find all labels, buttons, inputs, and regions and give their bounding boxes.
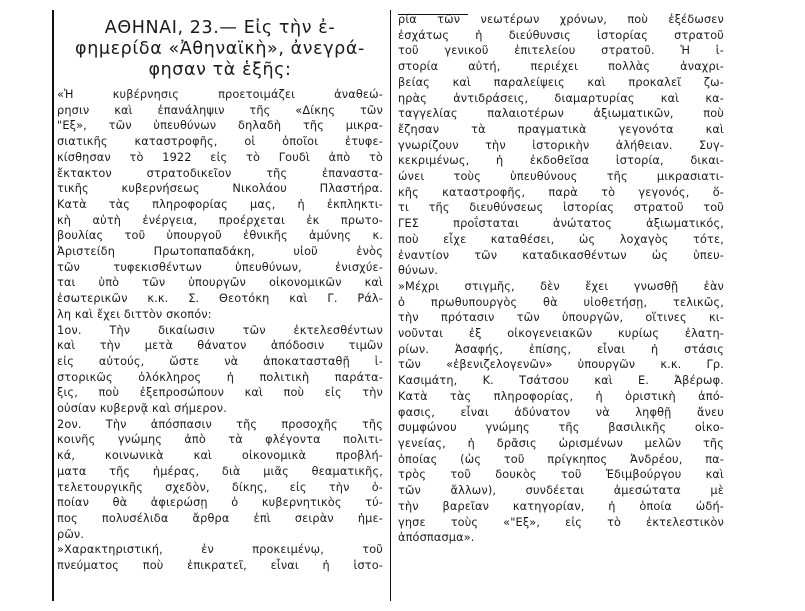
body-line: ΓΕΣ προΐσταται ἀνώτατος ἀξιωματικός,	[398, 217, 724, 231]
body-line: ρησιν καὶ ἐπανάληψιν τῆς «Δίκης τῶν	[57, 103, 383, 117]
body-line: »Χαρακτηριστική, ἐν προκειμένῳ, τοῦ	[57, 543, 383, 557]
left-column	[57, 12, 383, 574]
body-line: εἰς αὐτούς, ὥστε νὰ ἀποκατασταθῇ ἱ-	[57, 354, 383, 368]
body-line: βείας καὶ παραλείψεις καὶ προκαλεῖ ζω-	[398, 75, 724, 89]
body-line: ἔζησαν τὰ πραγματικὰ γεγονότα καὶ	[398, 122, 724, 136]
body-line: γνωρίζουν τὴν ἱστορικὴν ἀλήθειαν. Συγ-	[398, 138, 724, 152]
body-line: »Μέχρι στιγμῆς, δὲν ἔχει γνωσθῇ ἐὰν	[398, 279, 724, 293]
body-line: ἀπόσπασμα».	[398, 531, 475, 545]
body-line: τρὸς τοῦ δουκὸς τοῦ Ἐδιμβούργου καὶ	[398, 468, 724, 482]
body-line: «Ἡ κυβέρνησις προετοιμάζει ἀναθεώ-	[57, 88, 383, 101]
body-line: τῶν τυφεκισθέντων ὑπευθύνων, ἐνισχύε-	[57, 260, 383, 274]
body-line: τι τῆς διευθύνσεως ἱστορίας στρατοῦ τοῦ	[398, 201, 724, 215]
body-line: Κατὰ τὰς πληροφορίας, ἡ ὁριστικὴ ἀπό-	[398, 389, 724, 403]
body-line: κά, κοινωνικὰ καὶ οἰκονομικὰ προβλή-	[57, 449, 383, 463]
body-line: ώνει τοὺς ὑπευθύνους τῆς μικρασιατι-	[398, 170, 724, 184]
body-line: ρῶν.	[57, 527, 85, 541]
body-line: κεκριμένως, ἡ ἐκδοθεῖσα ἱστορία, δικαι-	[398, 154, 724, 168]
body-line: Κατὰ τὰς πληροφορίας μας, ἡ ἐκπληκτι-	[57, 197, 383, 211]
body-line: τῶν ἄλλων), συνδέεται ἀμεσώτατα μὲ	[398, 484, 724, 498]
body-line: οὐσίαν κυβερνᾷ καὶ σήμερον.	[57, 402, 227, 416]
body-line: ρίων. Ἀσαφής, ἐπίσης, εἶναι ἡ στάσις	[398, 342, 724, 356]
body-line: στορικῶς ὁλόκληρος ἡ πολιτικὴ παράτα-	[57, 370, 383, 384]
body-line: πος πολυσέλιδα ἄρθρα ἐπὶ σειρὰν ἡμε-	[57, 511, 383, 525]
body-line: ταγγελίας παλαιοτέρων ἀξιωματικῶν, ποὺ	[398, 107, 724, 121]
article-headline	[57, 18, 383, 81]
body-line: ποὺ εἶχε καταθέσει, ὡς λοχαγὸς τότε,	[398, 232, 724, 246]
body-line: ὁ πρωθυπουργὸς θὰ υἱοθετήσῃ, τελικῶς,	[398, 295, 724, 309]
body-line: ἔκτακτον στρατοδικεῖον τῆς ἐπαναστα-	[57, 166, 383, 180]
body-line: τὴν βαρεῖαν κατηγορίαν, ἡ ὁποία ὡδή-	[398, 499, 724, 513]
left-border-rule	[52, 10, 54, 601]
body-line: θύνων.	[398, 264, 439, 278]
headline-line: ΑΘΗΝΑΙ, 23.— Εἰς τὴν ἐ-	[104, 18, 336, 38]
body-line: Κασιμάτη, Κ. Τσάτσου καὶ Ε. Ἀβέρωφ.	[398, 374, 724, 388]
body-line: ὁποίας (ὡς τοῦ πρίγκηπος Ἀνδρέου, πα-	[398, 452, 724, 466]
body-line: ηρὰς ἀντιδράσεις, διαμαρτυρίας καὶ κα-	[398, 91, 724, 105]
body-line: 2ον. Τὴν ἀπόσπασιν τῆς προσοχῆς τῆς	[57, 417, 383, 431]
body-line: γενείας, ἡ δρᾶσις ὡρισμένων μελῶν τῆς	[398, 436, 724, 450]
left-column-body	[57, 87, 383, 574]
body-line: συμφώνου γνώμης τῆς βασιλικῆς οἰκο-	[398, 421, 724, 435]
body-line: καὶ τὴν μετὰ θάνατον ἀπόδοσιν τιμῶν	[57, 339, 383, 353]
body-line: φασις, εἶναι ἀδύνατον νὰ ληφθῇ ἄνευ	[398, 405, 724, 419]
body-line: κὴ αὐτὴ ἐνέργεια, προέρχεται ἐκ πρωτο-	[57, 213, 383, 227]
body-line: κοινῆς γνώμης ἀπὸ τὰ φλέγοντα πολιτι-	[57, 433, 383, 447]
body-line: νοῦνται ἐξ οἰκογενειακῶν κυρίως ἐλατη-	[398, 327, 724, 341]
body-line: τοῦ γενικοῦ ἐπιτελείου στρατοῦ. Ἡ ἱ-	[398, 44, 724, 58]
body-line: τῶν «ἐβενιζελογενῶν» ὑπουργῶν κ.κ. Γρ.	[398, 358, 724, 372]
body-line: κίσθησαν τὸ 1922 εἰς τὸ Γουδὶ ἀπὸ τὸ	[57, 150, 383, 164]
body-line: Ἀριστείδη Πρωτοπαπαδάκη, υἱοῦ ἑνὸς	[57, 245, 383, 259]
body-line: βουλίας τοῦ ὑπουργοῦ ἐθνικῆς ἀμύνης κ.	[57, 229, 383, 243]
body-line: τικῆς κυβερνήσεως Νικολάου Πλαστήρα.	[57, 182, 383, 196]
body-line: τὴν πρότασιν τῶν ὑπουργῶν, οἵτινες κι-	[398, 311, 724, 325]
body-line: ματα τῆς ἡμέρας, διὰ μιᾶς θεαματικῆς,	[57, 464, 383, 478]
headline-line: φησαν τὰ ἑξῆς:	[148, 60, 292, 80]
body-line: 1ον. Τὴν δικαίωσιν τῶν ἐκτελεσθέντων	[57, 323, 383, 337]
body-line: ἐσωτερικῶν κ.κ. Σ. Θεοτόκη καὶ Γ. Ράλ-	[57, 292, 383, 306]
body-line: ἐναντίον τῶν καταδικασθέντων ὡς ὑπευ-	[398, 248, 724, 262]
body-line: πνεύματος ποὺ ἐπικρατεῖ, εἶναι ἡ ἱστο-	[57, 559, 383, 573]
right-column	[398, 12, 724, 546]
body-line: γησε τοὺς «"Εξ», εἰς τὸ ἐκτελεστικὸν	[398, 515, 724, 529]
body-line: τελετουργικῆς σχεδὸν, δίκης, εἰς τὴν ὁ-	[57, 480, 383, 494]
body-line: ται ὑπὸ τῶν ὑπουργῶν οἰκονομικῶν καὶ	[57, 276, 383, 290]
body-line: λη καὶ ἔχει διττὸν σκοπόν:	[57, 307, 212, 321]
body-line: ἐσχάτως ἡ διεύθυνσις ἱστορίας στρατοῦ	[398, 28, 724, 42]
body-line: "Εξ», τῶν ὑπευθύνων δηλαδὴ τῆς μικρα-	[57, 119, 383, 133]
body-line: ξις, ποὺ ἐξεπροσώπουν καὶ ποὺ εἰς τὴν	[57, 386, 383, 400]
body-line: σιατικῆς καταστροφῆς, οἱ ὁποῖοι ἐτυφε-	[57, 135, 383, 149]
body-line: κῆς καταστροφῆς, παρὰ τὸ γεγονός, ὅ-	[398, 185, 724, 199]
column-divider-rule	[390, 10, 391, 601]
body-line: στορία αὐτή, περιέχει πολλὰς ἀναχρι-	[398, 60, 724, 74]
headline-line: φημερίδα «Ἀθηναϊκὴ», ἀνεγρά-	[75, 39, 365, 59]
body-line: ποίαν θὰ ἀφιερώσῃ ὁ κυβερνητικὸς τύ-	[57, 496, 383, 510]
body-line: ρία τῶν νεωτέρων χρόνων, ποὺ ἐξέδωσεν	[398, 13, 724, 26]
